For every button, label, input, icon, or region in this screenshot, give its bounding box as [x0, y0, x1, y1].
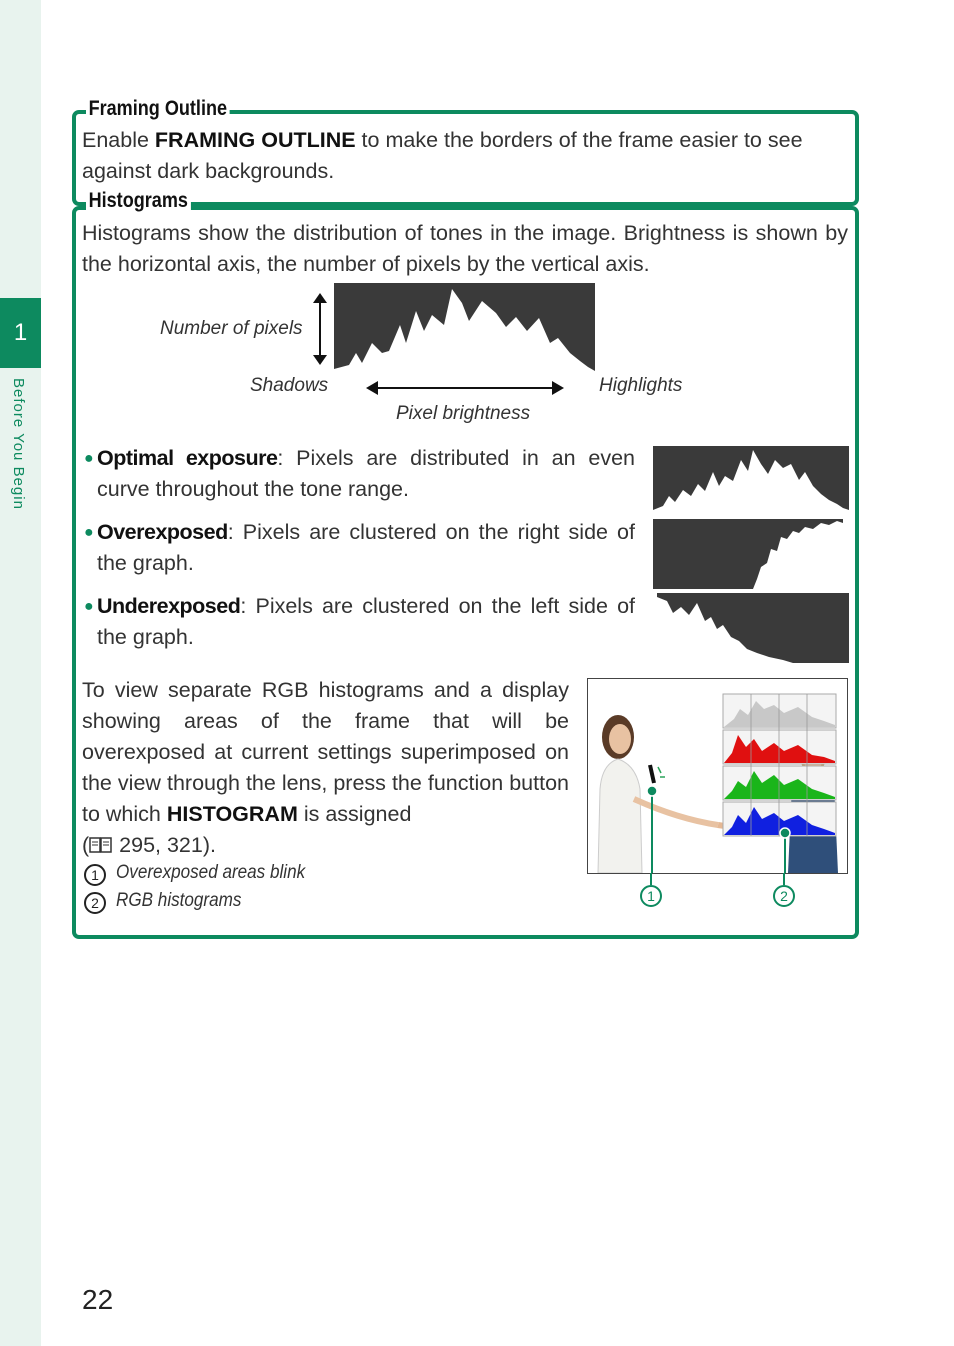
page-number: 22 — [82, 1284, 114, 1315]
heading-rule — [80, 203, 850, 206]
leader-line — [649, 873, 653, 885]
viewfinder-illustration — [587, 678, 848, 874]
bullet-dot: ● — [84, 524, 94, 541]
histograms-heading: Histograms — [86, 189, 191, 213]
callout-number: 2 — [84, 892, 106, 914]
horizontal-arrow-icon — [366, 378, 564, 398]
chapter-title: Before You Begin — [10, 378, 27, 510]
example-histogram — [334, 283, 595, 374]
highlights-label: Highlights — [599, 375, 683, 396]
callout-number: 1 — [84, 864, 106, 886]
book-icon — [89, 836, 113, 854]
x-axis-label: Pixel brightness — [396, 403, 531, 424]
bullet-overexposed: Overexposed: Pixels are clustered on the right side of the graph. — [97, 520, 635, 575]
callout-marker-1: 1 — [640, 885, 662, 907]
optimal-exposure-histogram — [653, 446, 849, 515]
framing-outline-heading: Framing Outline — [86, 97, 230, 121]
chapter-tab — [0, 298, 41, 368]
framing-outline-text: Enable FRAMING OUTLINE to make the borders of the frame easier to see against dark backgrounds. — [82, 128, 803, 183]
y-axis-label: Number of pixels — [160, 318, 303, 339]
page-refs: 295, 321). — [119, 833, 216, 857]
vertical-arrow-icon — [310, 293, 330, 365]
rgb-histogram-text: To view separate RGB histograms and a display showing areas of the frame that will be overexposed at current settings superimposed on the view through the lens, press the function button to which HISTOGRAM is assigned ( 295, 321). — [82, 678, 569, 857]
callout-marker-2: 2 — [773, 885, 795, 907]
viewfinder-scene — [588, 679, 847, 873]
histograms-intro: Histograms show the distribution of tones in the image. Brightness is shown by the horizontal axis, the number of pixels by the vertical axis. — [82, 221, 848, 276]
sidebar-strip — [0, 0, 41, 1346]
underexposed-histogram — [653, 593, 849, 663]
histogram-shape — [334, 289, 595, 374]
bullet-dot: ● — [84, 598, 94, 615]
overexposed-histogram — [653, 519, 849, 589]
shadows-label: Shadows — [250, 375, 329, 396]
bullet-optimal-exposure: Optimal exposure: Pixels are distributed in an even curve throughout the tone range. — [97, 446, 635, 501]
chapter-number: 1 — [13, 319, 28, 346]
callout-label-rgb: RGB histograms — [116, 890, 242, 911]
leader-line — [782, 873, 786, 885]
bullet-dot: ● — [84, 450, 94, 467]
bullet-underexposed: Underexposed: Pixels are clustered on the left side of the graph. — [97, 594, 635, 649]
callout-label-overexposed: Overexposed areas blink — [116, 862, 306, 883]
